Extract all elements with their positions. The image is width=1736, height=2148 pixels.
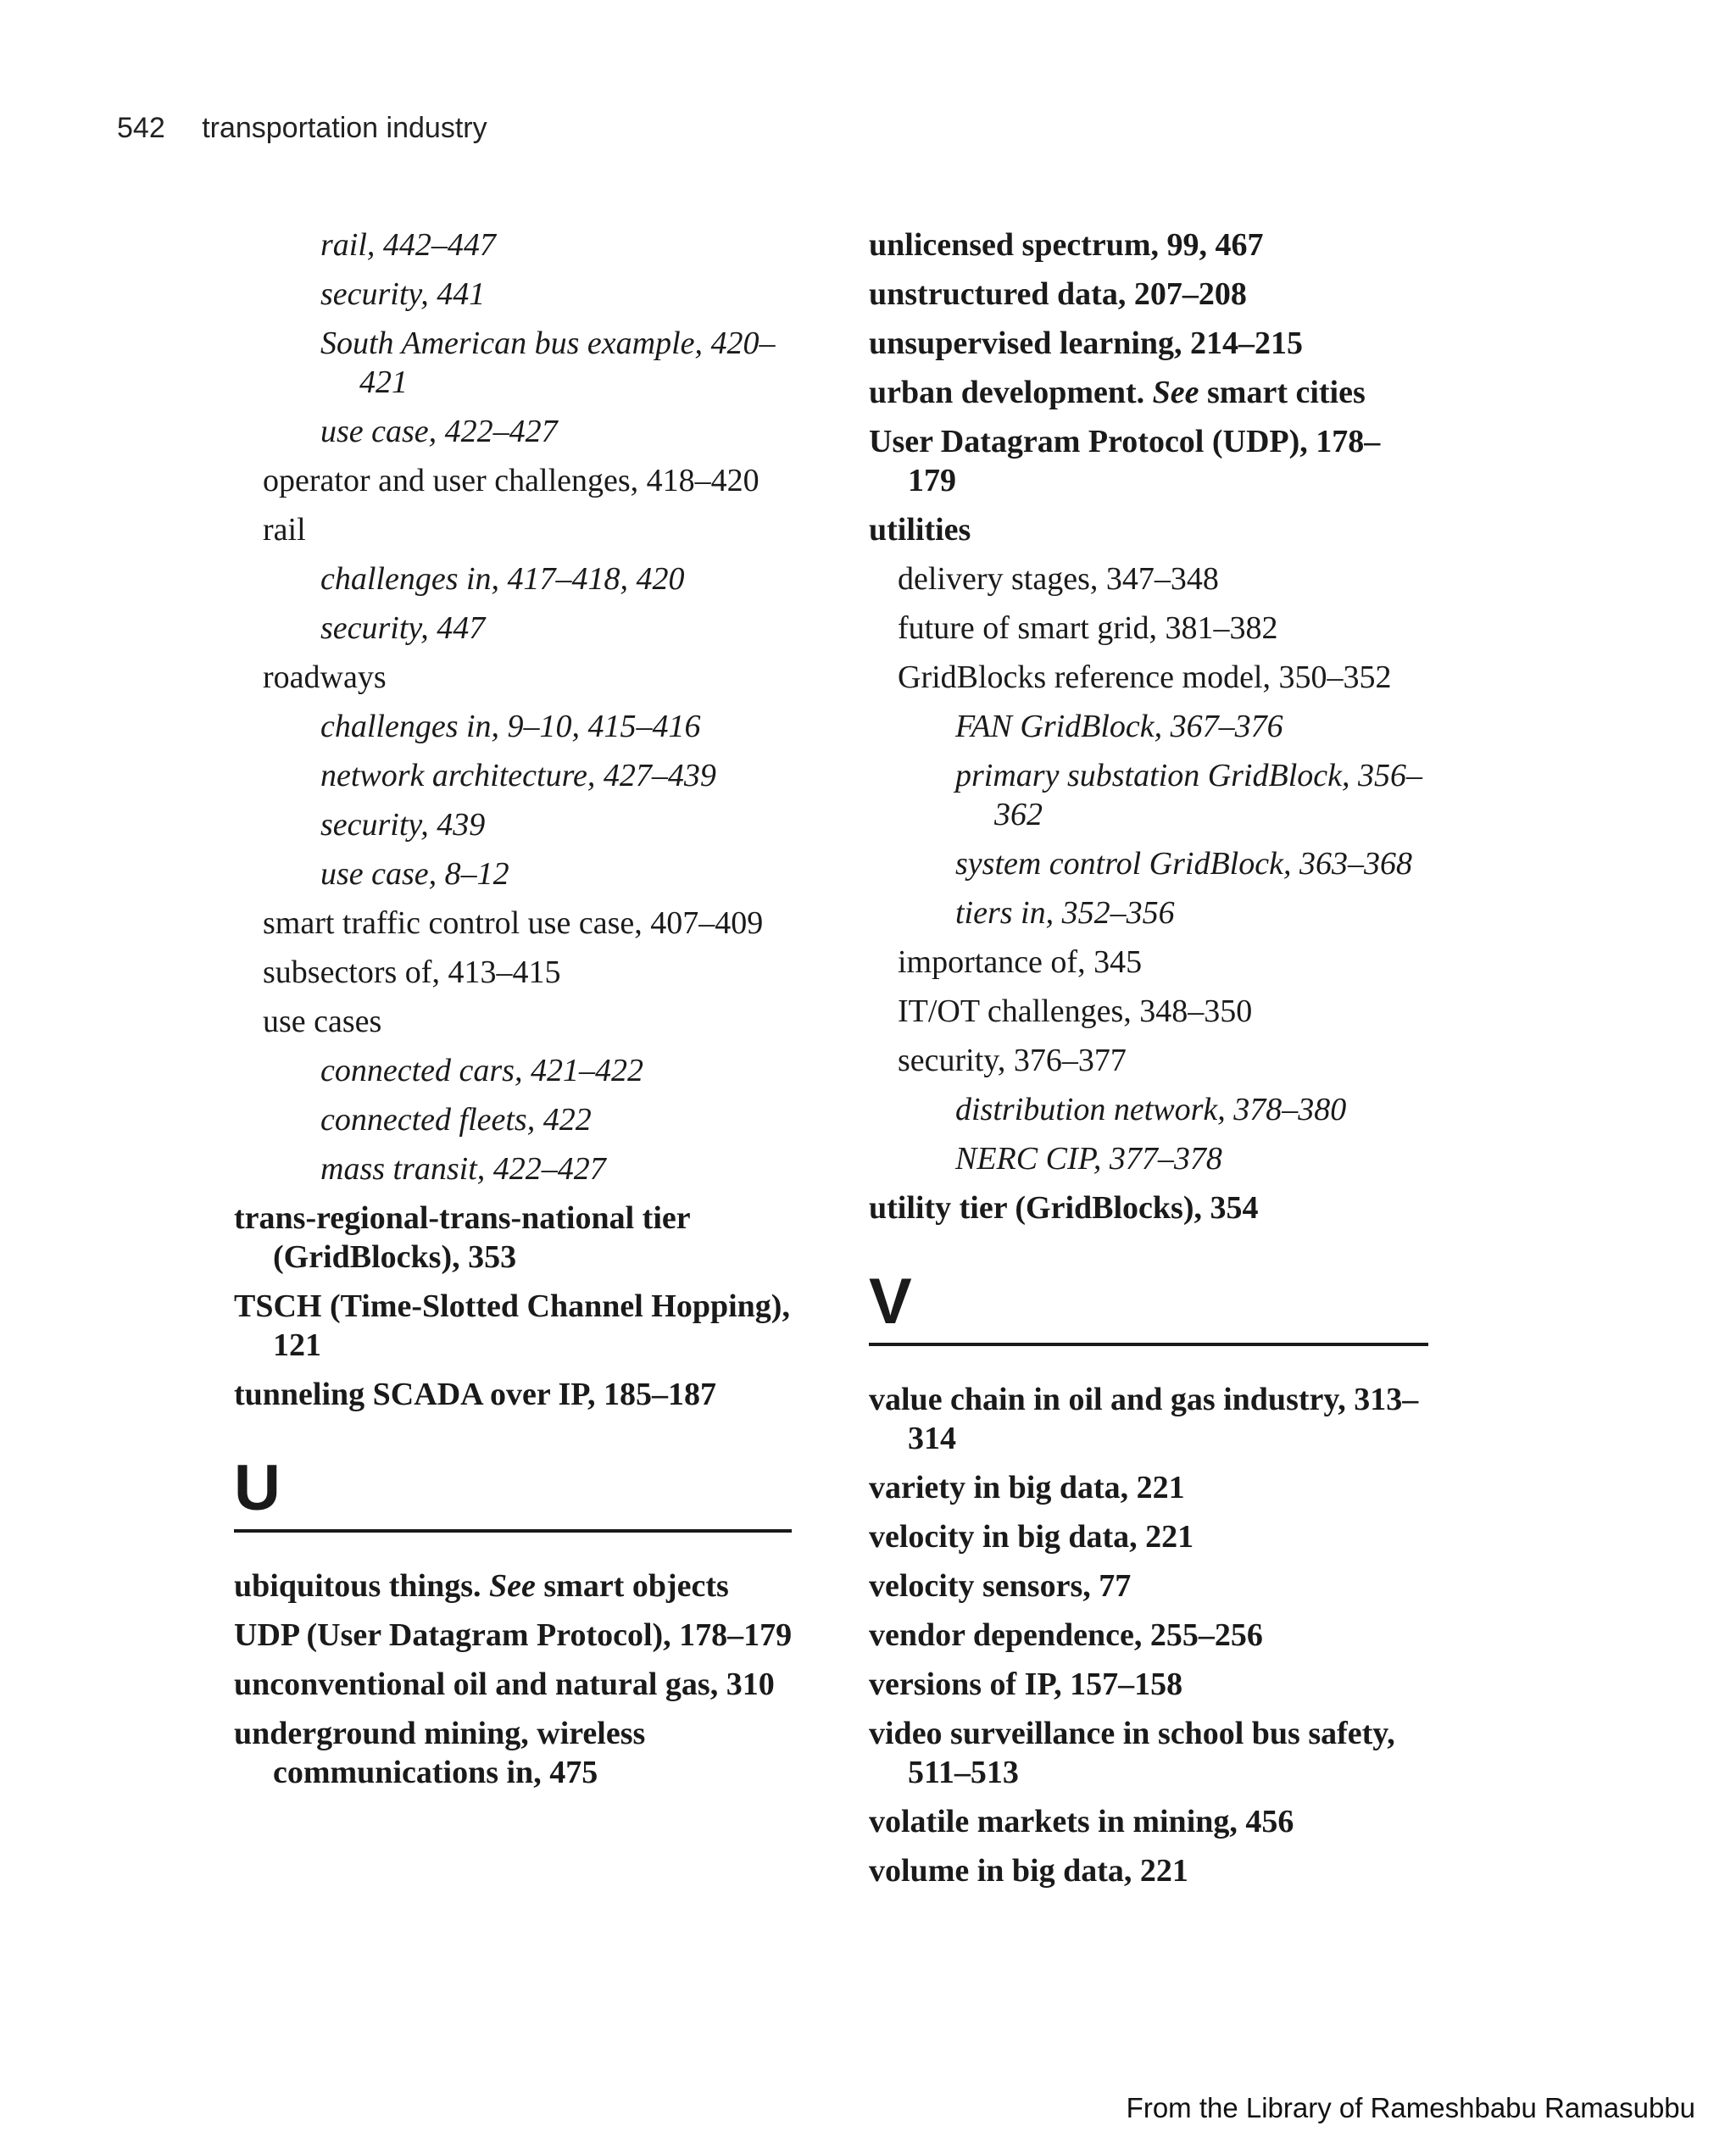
entry-text: subsectors of, 413–415 xyxy=(263,954,561,990)
entry-text: underground mining, wireless communications in, 475 xyxy=(234,1716,646,1790)
entry-text: roadways xyxy=(263,659,387,695)
entry-text: operator and user challenges, 418–420 xyxy=(263,463,760,498)
entry-text: UDP (User Datagram Protocol), 178–179 xyxy=(234,1617,793,1653)
section-letter: V xyxy=(869,1266,912,1338)
index-entry xyxy=(234,1665,802,1704)
entry-text: tiers in, 352–356 xyxy=(955,895,1175,931)
index-entry xyxy=(263,1002,802,1041)
index-entry xyxy=(320,1051,802,1090)
entry-text: velocity sensors, 77 xyxy=(869,1568,1132,1604)
index-entry xyxy=(320,1100,802,1139)
running-title: transportation industry xyxy=(202,112,487,144)
index-entry xyxy=(955,707,1428,746)
entry-text: system control GridBlock, 363–368 xyxy=(955,846,1412,882)
index-entry xyxy=(320,805,802,844)
entry-text: future of smart grid, 381–382 xyxy=(898,610,1278,646)
section-rule xyxy=(234,1529,792,1533)
entry-text: User Datagram Protocol (UDP), 178–179 xyxy=(869,424,1381,498)
index-entry xyxy=(234,1616,802,1655)
entry-text: network architecture, 427–439 xyxy=(320,758,716,793)
index-entry xyxy=(869,1802,1428,1841)
index-entry xyxy=(263,953,802,992)
index-entry xyxy=(320,559,802,598)
library-footer: From the Library of Rameshbabu Ramasubbu xyxy=(1126,2092,1695,2123)
entry-text: unlicensed spectrum, 99, 467 xyxy=(869,227,1264,263)
index-entry xyxy=(869,422,1428,500)
index-entry xyxy=(898,943,1428,982)
entry-text: use cases xyxy=(263,1004,382,1039)
entry-text: challenges in, 417–418, 420 xyxy=(320,561,685,597)
entry-text: primary substation GridBlock, 356–362 xyxy=(955,758,1422,832)
entry-text: South American bus example, 420–421 xyxy=(320,326,776,400)
index-entry xyxy=(263,461,802,500)
index-entry xyxy=(869,1517,1428,1556)
page-number: 542 xyxy=(117,112,165,144)
entry-text: TSCH (Time-Slotted Channel Hopping), 121 xyxy=(234,1288,790,1363)
entry-text: delivery stages, 347–348 xyxy=(898,561,1219,597)
entry-text: IT/OT challenges, 348–350 xyxy=(898,993,1253,1029)
index-entry xyxy=(320,756,802,795)
index-entry xyxy=(234,1714,802,1792)
entry-text: volatile markets in mining, 456 xyxy=(869,1804,1294,1839)
entry-text: variety in big data, 221 xyxy=(869,1470,1185,1505)
running-head xyxy=(117,112,487,145)
entry-text: unstructured data, 207–208 xyxy=(869,276,1247,312)
entry-text: challenges in, 9–10, 415–416 xyxy=(320,709,701,744)
entry-text: GridBlocks reference model, 350–352 xyxy=(898,659,1392,695)
see-reference: See xyxy=(489,1568,536,1604)
entry-text: NERC CIP, 377–378 xyxy=(955,1141,1222,1177)
index-entry xyxy=(898,559,1428,598)
index-entry xyxy=(320,324,802,402)
index-entry xyxy=(898,609,1428,648)
index-entry xyxy=(898,992,1428,1031)
index-entry xyxy=(263,658,802,697)
index-entry xyxy=(320,707,802,746)
entry-text: video surveillance in school bus safety, 511–513 xyxy=(869,1716,1395,1790)
entry-text: FAN GridBlock, 367–376 xyxy=(955,709,1283,744)
index-entry xyxy=(869,1714,1428,1792)
index-entry xyxy=(869,1616,1428,1655)
index-entry xyxy=(869,1188,1428,1227)
index-column-left xyxy=(234,225,802,1802)
index-entry xyxy=(320,854,802,893)
entry-text: rail xyxy=(263,512,306,548)
index-entry xyxy=(320,225,802,264)
entry-text: unsupervised learning, 214–215 xyxy=(869,326,1304,361)
index-entry xyxy=(320,609,802,648)
entry-text: urban development. xyxy=(869,375,1153,410)
section-letter: U xyxy=(234,1452,281,1524)
index-entry xyxy=(320,412,802,451)
entry-text: security, 447 xyxy=(320,610,486,646)
entry-text: security, 439 xyxy=(320,807,486,843)
entry-text: value chain in oil and gas industry, 313–314 xyxy=(869,1382,1419,1456)
entry-text: versions of IP, 157–158 xyxy=(869,1667,1183,1702)
index-entry xyxy=(869,1380,1428,1458)
entry-text: tunneling SCADA over IP, 185–187 xyxy=(234,1377,717,1412)
see-target: smart cities xyxy=(1199,375,1366,410)
index-entry xyxy=(263,904,802,943)
entry-text: utilities xyxy=(869,512,971,548)
entry-text: vendor dependence, 255–256 xyxy=(869,1617,1263,1653)
entry-text: smart traffic control use case, 407–409 xyxy=(263,905,764,941)
index-entry xyxy=(869,1851,1428,1890)
index-entry xyxy=(869,1665,1428,1704)
index-entry xyxy=(234,1375,802,1414)
index-entry xyxy=(898,1041,1428,1080)
entry-text: mass transit, 422–427 xyxy=(320,1151,606,1187)
entry-text: importance of, 345 xyxy=(898,944,1143,980)
index-entry xyxy=(234,1199,802,1277)
index-entry xyxy=(320,1149,802,1188)
entry-text: volume in big data, 221 xyxy=(869,1853,1188,1889)
entry-text: security, 441 xyxy=(320,276,486,312)
index-entry xyxy=(955,756,1428,834)
section-heading xyxy=(869,1266,1428,1346)
index-entry xyxy=(263,510,802,549)
index-entry xyxy=(955,844,1428,883)
entry-text: rail, 442–447 xyxy=(320,227,496,263)
entry-text: connected cars, 421–422 xyxy=(320,1053,643,1088)
index-entry xyxy=(955,1090,1428,1129)
entry-text: trans-regional-trans-national tier (GridBlocks), 353 xyxy=(234,1200,690,1275)
index-entry xyxy=(869,1566,1428,1605)
entry-text: unconventional oil and natural gas, 310 xyxy=(234,1667,775,1702)
entry-text: utility tier (GridBlocks), 354 xyxy=(869,1190,1259,1226)
see-reference: See xyxy=(1152,375,1199,410)
index-entry xyxy=(869,510,1428,549)
entry-text: security, 376–377 xyxy=(898,1043,1127,1078)
section-heading xyxy=(234,1452,802,1533)
index-entry xyxy=(869,275,1428,314)
entry-text: velocity in big data, 221 xyxy=(869,1519,1194,1555)
see-target: smart objects xyxy=(535,1568,729,1604)
index-entry xyxy=(869,225,1428,264)
entry-text: use case, 8–12 xyxy=(320,856,509,892)
index-entry xyxy=(869,373,1428,412)
index-entry xyxy=(955,1139,1428,1178)
index-column-right xyxy=(869,225,1428,1900)
index-entry xyxy=(320,275,802,314)
index-entry xyxy=(869,324,1428,363)
entry-text: connected fleets, 422 xyxy=(320,1102,592,1138)
entry-text: ubiquitous things. xyxy=(234,1568,489,1604)
entry-text: use case, 422–427 xyxy=(320,414,558,449)
index-entry xyxy=(234,1566,802,1605)
index-entry xyxy=(234,1287,802,1365)
section-rule xyxy=(869,1343,1428,1346)
entry-text: distribution network, 378–380 xyxy=(955,1092,1347,1127)
index-entry xyxy=(869,1468,1428,1507)
index-entry xyxy=(955,893,1428,932)
index-entry xyxy=(898,658,1428,697)
